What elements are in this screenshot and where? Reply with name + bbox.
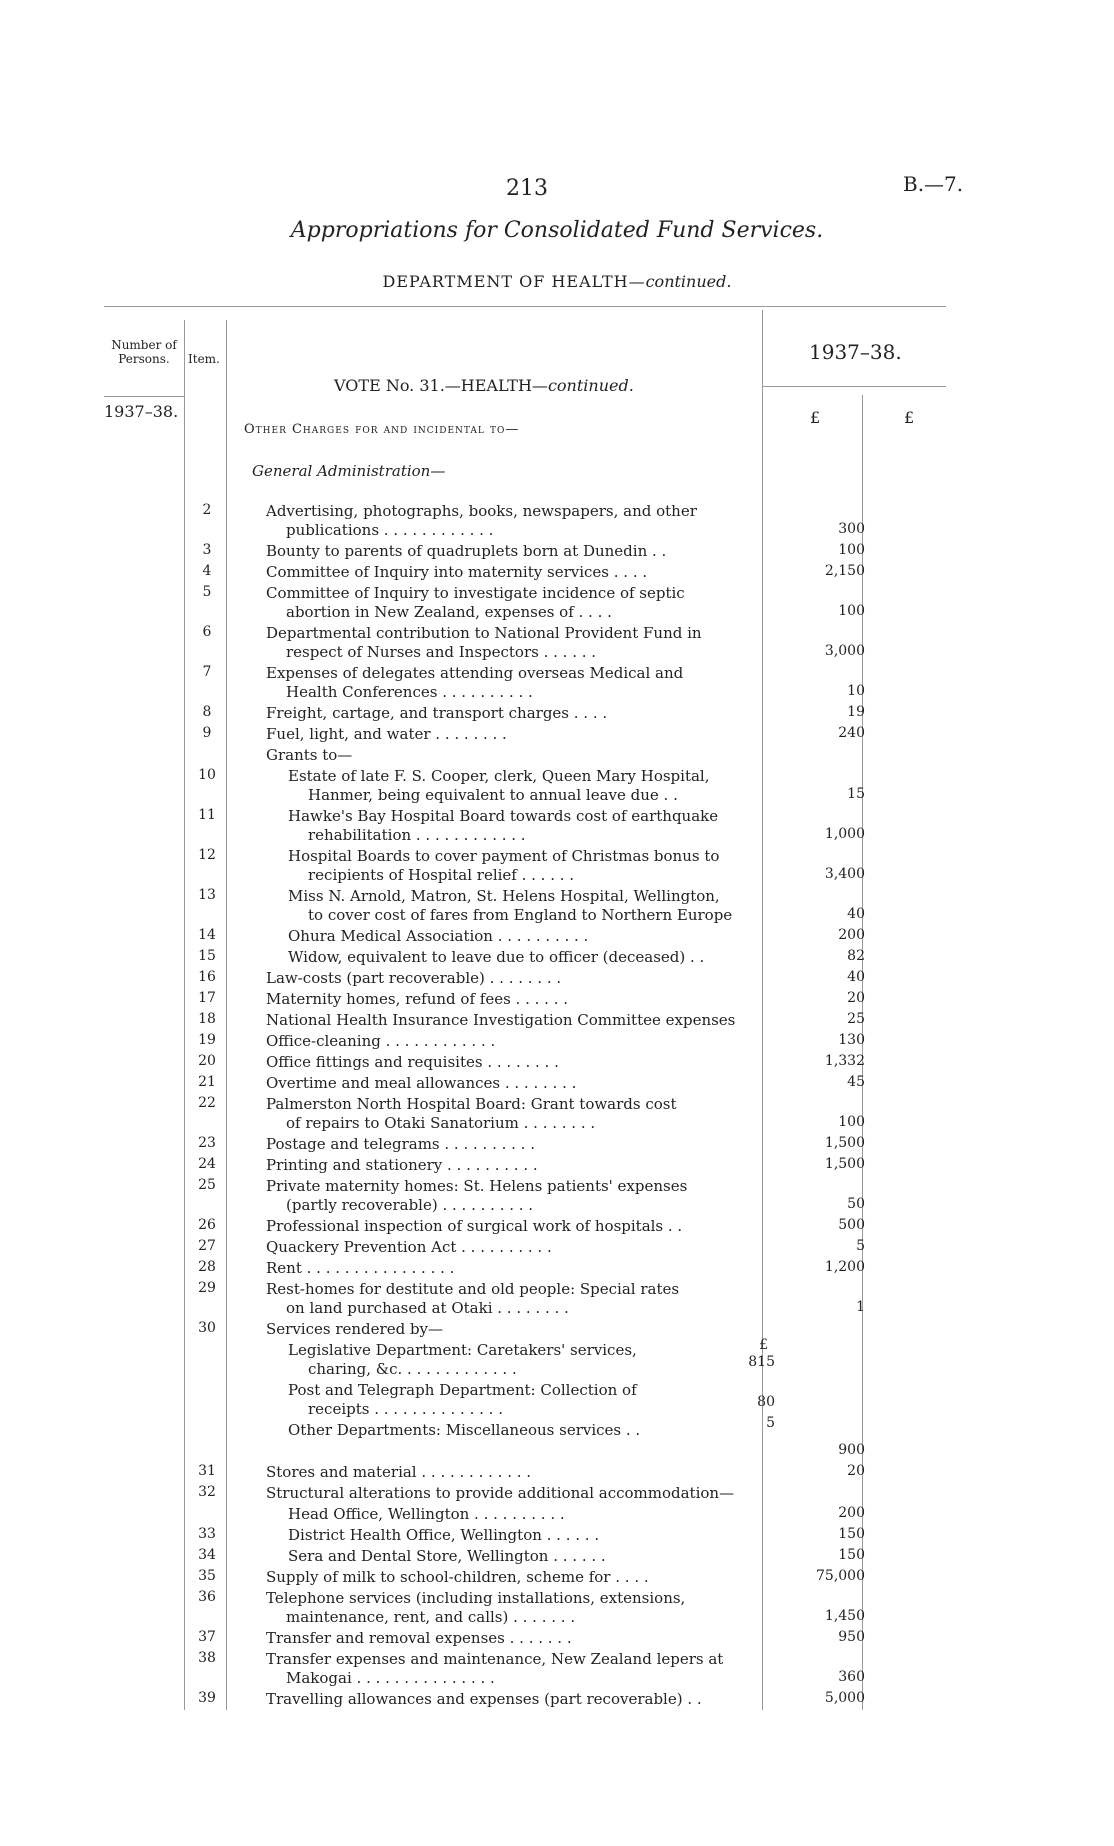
item-amount: 75,000 — [816, 1568, 865, 1584]
item-number: 17 — [198, 990, 216, 1006]
item-description-line: Law-costs (part recoverable) . . . . . . . . — [266, 969, 562, 987]
item-sub-amount: 5 — [766, 1415, 775, 1431]
item-description-line: charing, &c. . . . . . . . . . . . . — [308, 1360, 517, 1378]
item-description-line: Hawke's Bay Hospital Board towards cost of earthquake — [288, 807, 719, 825]
item-amount: 2,150 — [824, 563, 865, 579]
item-description — [266, 1280, 766, 1318]
item-amount: 1 — [856, 1299, 865, 1315]
item-description — [266, 1156, 766, 1175]
item-amount: 130 — [838, 1032, 865, 1048]
item-description — [266, 1177, 766, 1215]
item-description — [266, 1074, 766, 1093]
item-number: 31 — [198, 1463, 216, 1479]
pound-col1: £ — [810, 408, 821, 427]
item-description — [266, 1568, 766, 1587]
item-number: 18 — [198, 1011, 216, 1027]
item-amount: 3,400 — [824, 866, 865, 882]
department-title — [0, 272, 1114, 291]
item-number: 3 — [202, 542, 212, 558]
item-description-line: rehabilitation . . . . . . . . . . . . — [308, 826, 526, 844]
divider-persons — [104, 396, 184, 397]
item-amount: 100 — [838, 603, 865, 619]
item-description — [266, 746, 766, 765]
item-amount: 1,000 — [824, 826, 865, 842]
item-description — [266, 1053, 766, 1072]
item-description-line: Quackery Prevention Act . . . . . . . . . . — [266, 1238, 552, 1256]
item-number: 26 — [198, 1217, 216, 1233]
item-number: 15 — [198, 948, 216, 964]
item-description — [266, 624, 766, 662]
item-amount: 900 — [838, 1442, 865, 1458]
item-amount: 1,450 — [824, 1608, 865, 1624]
item-number: 28 — [198, 1259, 216, 1275]
item-description-line: Health Conferences . . . . . . . . . . — [286, 683, 533, 701]
header-year: 1937–38. — [809, 340, 902, 364]
item-description-line: Supply of milk to school-children, scheme for . . . . — [266, 1568, 649, 1586]
item-description — [266, 502, 766, 540]
item-number: 39 — [198, 1690, 216, 1706]
item-description-line: Telephone services (including installations, extensions, — [266, 1589, 686, 1607]
item-description — [288, 807, 788, 845]
item-amount: 500 — [838, 1217, 865, 1233]
item-description — [288, 948, 788, 967]
item-amount: 300 — [838, 521, 865, 537]
item-description — [288, 847, 788, 885]
item-amount: 100 — [838, 542, 865, 558]
item-description-line: Fuel, light, and water . . . . . . . . — [266, 725, 507, 743]
item-description-line: Professional inspection of surgical work of hospitals . . — [266, 1217, 683, 1235]
item-description — [266, 1259, 766, 1278]
item-description — [266, 990, 766, 1009]
item-amount: 20 — [847, 1463, 865, 1479]
item-amount: 240 — [838, 725, 865, 741]
item-description-line: respect of Nurses and Inspectors . . . . . . — [286, 643, 597, 661]
item-description-line: publications . . . . . . . . . . . . — [286, 521, 494, 539]
item-description-line: Bounty to parents of quadruplets born at Dunedin . . — [266, 542, 667, 560]
pound-col2: £ — [904, 408, 915, 427]
item-amount: 15 — [847, 786, 865, 802]
year-left: 1937–38. — [104, 402, 179, 421]
item-description-line: Ohura Medical Association . . . . . . . . . . — [288, 927, 589, 945]
item-description-line: Transfer and removal expenses . . . . . . . — [266, 1629, 572, 1647]
section-heading: Other Charges for and incidental to— — [244, 422, 520, 437]
item-description-line: Other Departments: Miscellaneous services . . — [288, 1421, 641, 1439]
item-description-line: Rent . . . . . . . . . . . . . . . . — [266, 1259, 455, 1277]
item-description-line: Overtime and meal allowances . . . . . . . . — [266, 1074, 577, 1092]
item-description-line: Committee of Inquiry to investigate incidence of septic — [266, 584, 685, 602]
item-description — [266, 664, 766, 702]
item-amount: 40 — [847, 969, 865, 985]
item-number: 29 — [198, 1280, 216, 1296]
item-amount: 5,000 — [824, 1690, 865, 1706]
item-number: 38 — [198, 1650, 216, 1666]
item-description-line: Miss N. Arnold, Matron, St. Helens Hospital, Wellington, — [288, 887, 720, 905]
item-description-line: Estate of late F. S. Cooper, clerk, Queen Mary Hospital, — [288, 767, 710, 785]
item-amount: 1,332 — [824, 1053, 865, 1069]
item-description-line: Office fittings and requisites . . . . . . . . — [266, 1053, 559, 1071]
item-description-line: Expenses of delegates attending overseas Medical and — [266, 664, 684, 682]
item-number: 25 — [198, 1177, 216, 1193]
item-number: 5 — [202, 584, 212, 600]
item-number: 12 — [198, 847, 216, 863]
item-number: 24 — [198, 1156, 216, 1172]
item-description-line: Freight, cartage, and transport charges . . . . — [266, 704, 608, 722]
item-description-line: Post and Telegraph Department: Collection of — [288, 1381, 637, 1399]
item-description-line: (partly recoverable) . . . . . . . . . . — [286, 1196, 534, 1214]
item-description — [266, 1135, 766, 1154]
item-amount: 10 — [847, 683, 865, 699]
item-description-line: Office-cleaning . . . . . . . . . . . . — [266, 1032, 496, 1050]
page-number: 213 — [506, 176, 548, 201]
item-description-line: Private maternity homes: St. Helens patients' expenses — [266, 1177, 688, 1195]
item-number: 36 — [198, 1589, 216, 1605]
item-description — [288, 1526, 788, 1545]
item-description — [266, 704, 766, 723]
item-amount: 50 — [847, 1196, 865, 1212]
item-description-line: Maternity homes, refund of fees . . . . . . — [266, 990, 568, 1008]
item-description-line: Makogai . . . . . . . . . . . . . . . — [286, 1669, 495, 1687]
item-number: 37 — [198, 1629, 216, 1645]
item-number: 14 — [198, 927, 216, 943]
item-sub-amount: 80 — [757, 1394, 775, 1410]
item-number: 35 — [198, 1568, 216, 1584]
item-number: 11 — [198, 807, 216, 823]
item-description — [266, 1690, 766, 1709]
item-description-line: Grants to— — [266, 746, 353, 764]
item-number: 30 — [198, 1320, 216, 1336]
item-description — [288, 927, 788, 946]
item-description-line: Palmerston North Hospital Board: Grant towards cost — [266, 1095, 677, 1113]
item-number: 4 — [202, 563, 212, 579]
item-amount: 25 — [847, 1011, 865, 1027]
item-description — [266, 1095, 766, 1133]
item-amount: 3,000 — [824, 643, 865, 659]
item-description-line: Hospital Boards to cover payment of Christmas bonus to — [288, 847, 720, 865]
item-amount: 19 — [847, 704, 865, 720]
item-description-line: on land purchased at Otaki . . . . . . . . — [286, 1299, 569, 1317]
item-description-line: Sera and Dental Store, Wellington . . . . . . — [288, 1547, 606, 1565]
item-description — [266, 1650, 766, 1688]
item-description — [288, 1381, 788, 1419]
department-continued: continued. — [645, 272, 732, 291]
item-description — [266, 563, 766, 582]
item-description-line: Printing and stationery . . . . . . . . . . — [266, 1156, 538, 1174]
item-number: 34 — [198, 1547, 216, 1563]
item-description — [266, 725, 766, 744]
item-description — [288, 887, 788, 925]
item-sub-amount: 815 — [748, 1354, 775, 1370]
item-amount: 82 — [847, 948, 865, 964]
item-description-line: National Health Insurance Investigation Committee expenses — [266, 1011, 736, 1029]
item-amount: 1,500 — [824, 1156, 865, 1172]
item-number: 22 — [198, 1095, 216, 1111]
item-description — [288, 1341, 788, 1379]
item-amount: 1,500 — [824, 1135, 865, 1151]
item-description-line: recipients of Hospital relief . . . . . . — [308, 866, 575, 884]
item-description-line: receipts . . . . . . . . . . . . . . — [308, 1400, 503, 1418]
item-number: 9 — [202, 725, 212, 741]
item-amount: 40 — [847, 906, 865, 922]
vote-heading — [334, 376, 634, 395]
page-reference: B.—7. — [903, 172, 964, 196]
column-line-2 — [226, 320, 227, 1710]
item-description-line: abortion in New Zealand, expenses of . . . . — [286, 603, 612, 621]
item-description-line: Stores and material . . . . . . . . . . . . — [266, 1463, 532, 1481]
item-description-line: Departmental contribution to National Provident Fund in — [266, 624, 702, 642]
item-amount: 200 — [838, 1505, 865, 1521]
item-number: 33 — [198, 1526, 216, 1542]
item-amount: 360 — [838, 1669, 865, 1685]
item-amount: 200 — [838, 927, 865, 943]
divider-top — [104, 306, 946, 307]
item-description-line: Advertising, photographs, books, newspapers, and other — [266, 502, 697, 520]
item-number: 20 — [198, 1053, 216, 1069]
item-number: 6 — [202, 624, 212, 640]
item-number: 8 — [202, 704, 212, 720]
item-description-line: District Health Office, Wellington . . . . . . — [288, 1526, 600, 1544]
item-description-line: Widow, equivalent to leave due to officer (deceased) . . — [288, 948, 705, 966]
item-number: 23 — [198, 1135, 216, 1151]
item-description-line: Transfer expenses and maintenance, New Zealand lepers at — [266, 1650, 724, 1668]
item-description-line: to cover cost of fares from England to Northern Europe — [308, 906, 733, 924]
item-description — [266, 1629, 766, 1648]
item-description — [288, 1505, 788, 1524]
column-line-1 — [184, 320, 185, 1710]
item-description-line: of repairs to Otaki Sanatorium . . . . . . . . — [286, 1114, 596, 1132]
item-amount: 20 — [847, 990, 865, 1006]
item-description — [266, 969, 766, 988]
sub-pound-sign: £ — [759, 1337, 768, 1353]
item-amount: 45 — [847, 1074, 865, 1090]
item-description — [266, 1217, 766, 1236]
vote-heading-text: VOTE No. 31.—HEALTH— — [334, 376, 548, 395]
item-amount: 5 — [856, 1238, 865, 1254]
item-description — [266, 1589, 766, 1627]
item-amount: 150 — [838, 1547, 865, 1563]
item-number: 32 — [198, 1484, 216, 1500]
divider-year — [762, 386, 946, 387]
item-description-line: Services rendered by— — [266, 1320, 444, 1338]
item-description — [266, 1484, 766, 1503]
item-description-line: Structural alterations to provide additional accommodation— — [266, 1484, 735, 1502]
item-description-line: Legislative Department: Caretakers' services, — [288, 1341, 637, 1359]
item-number: 16 — [198, 969, 216, 985]
item-description-line: maintenance, rent, and calls) . . . . . . . — [286, 1608, 576, 1626]
item-description — [266, 584, 766, 622]
item-description — [266, 542, 766, 561]
item-number: 10 — [198, 767, 216, 783]
item-amount: 100 — [838, 1114, 865, 1130]
header-item: Item. — [188, 352, 220, 366]
item-description — [266, 1320, 766, 1339]
item-description — [266, 1032, 766, 1051]
header-persons: Number of Persons. — [111, 338, 177, 366]
item-description — [266, 1011, 766, 1030]
item-description-line: Committee of Inquiry into maternity services . . . . — [266, 563, 648, 581]
item-number: 19 — [198, 1032, 216, 1048]
page-title: Appropriations for Consolidated Fund Services. — [290, 218, 824, 243]
item-number: 21 — [198, 1074, 216, 1090]
item-description-line: Postage and telegrams . . . . . . . . . . — [266, 1135, 535, 1153]
item-description-line: Head Office, Wellington . . . . . . . . . . — [288, 1505, 565, 1523]
item-description — [288, 767, 788, 805]
item-number: 7 — [202, 664, 212, 680]
department-name: DEPARTMENT OF HEALTH— — [382, 272, 646, 291]
item-amount: 150 — [838, 1526, 865, 1542]
item-description-line: Hanmer, being equivalent to annual leave due . . — [308, 786, 678, 804]
item-amount: 950 — [838, 1629, 865, 1645]
item-description — [266, 1463, 766, 1482]
item-description — [288, 1547, 788, 1566]
item-number: 13 — [198, 887, 216, 903]
item-number: 27 — [198, 1238, 216, 1254]
item-description — [266, 1238, 766, 1257]
item-number: 2 — [202, 502, 212, 518]
item-description — [288, 1421, 788, 1440]
item-description-line: Rest-homes for destitute and old people: Special rates — [266, 1280, 680, 1298]
subsection-heading: General Administration— — [252, 462, 446, 480]
item-amount: 1,200 — [824, 1259, 865, 1275]
item-description-line: Travelling allowances and expenses (part recoverable) . . — [266, 1690, 702, 1708]
vote-heading-continued: continued. — [547, 376, 634, 395]
